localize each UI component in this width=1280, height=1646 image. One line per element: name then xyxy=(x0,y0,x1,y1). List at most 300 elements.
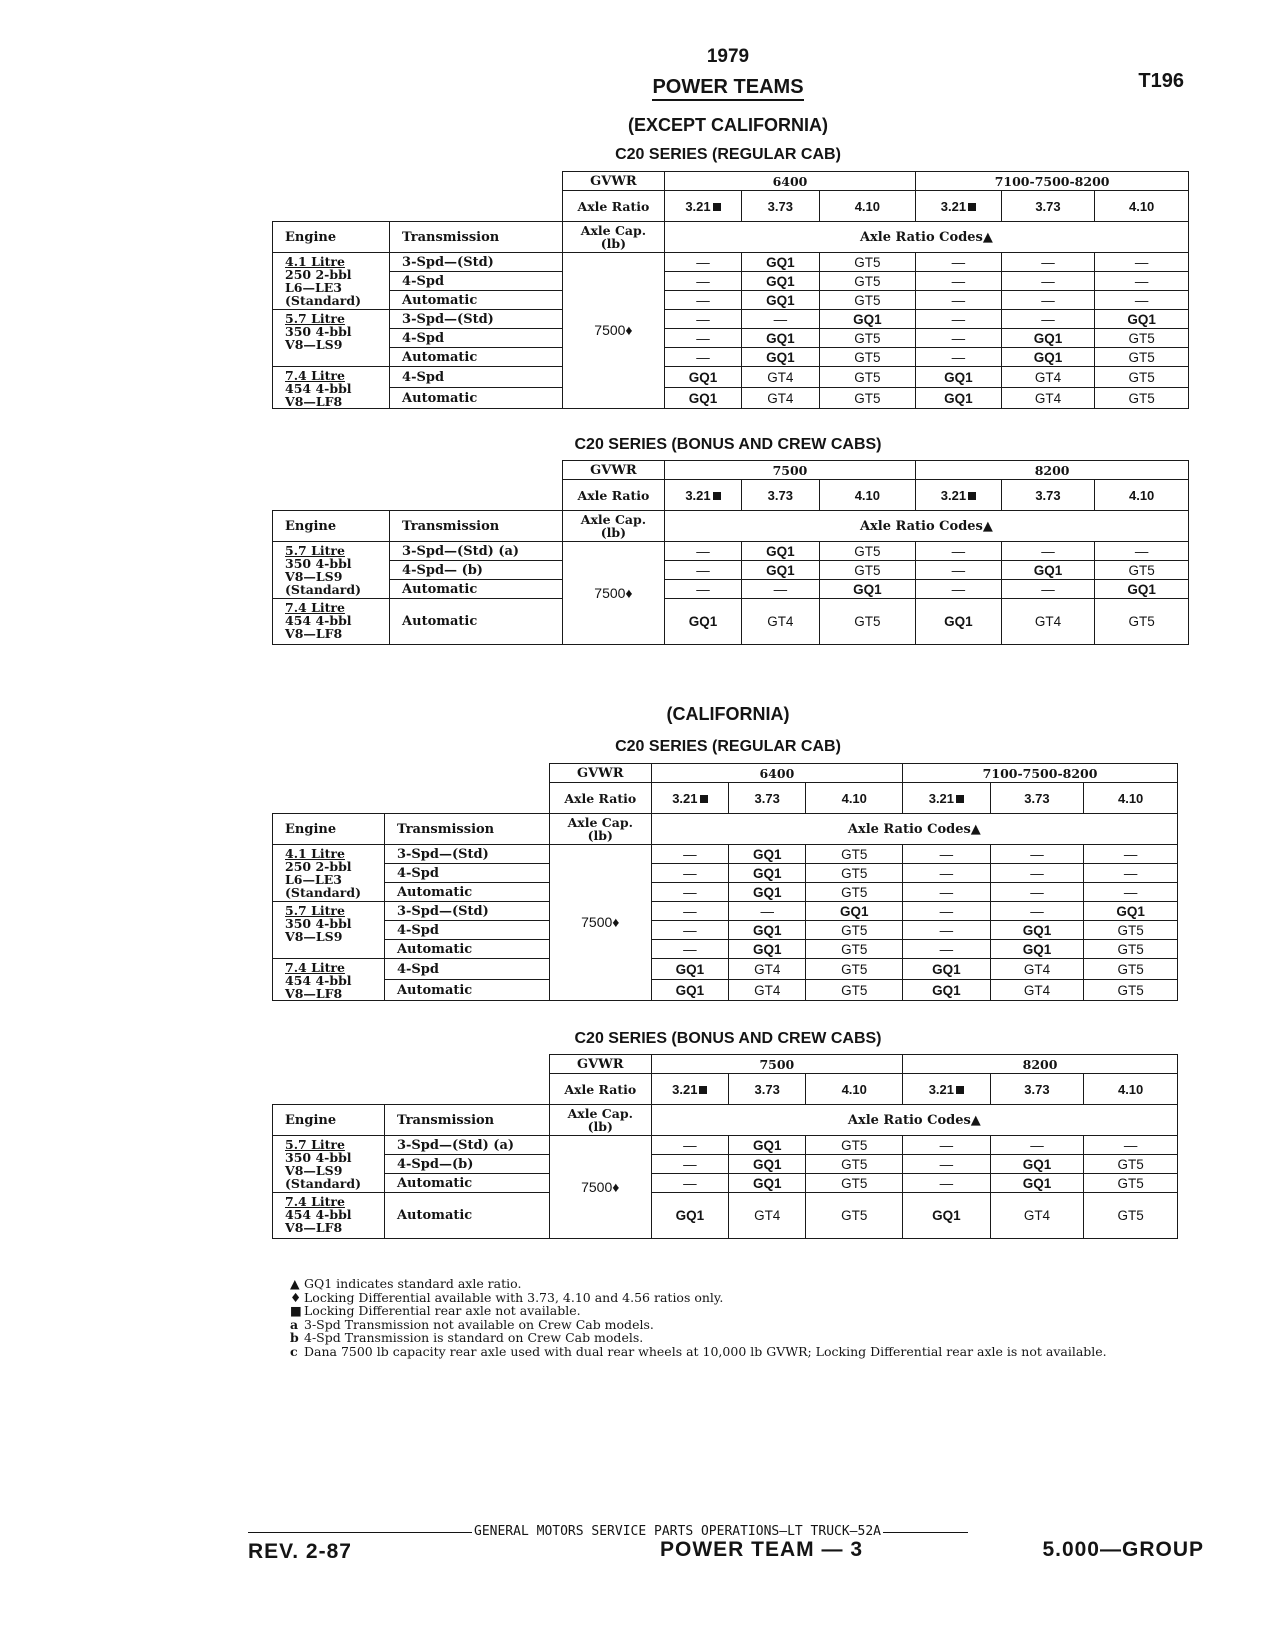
footnote-marker: c xyxy=(290,1343,298,1359)
engine-line: V8—LF8 xyxy=(285,626,343,641)
axle-ratio-code: — xyxy=(916,291,1001,310)
series-heading: C20 SERIES (REGULAR CAB) xyxy=(615,146,841,163)
axle-ratio-code: — xyxy=(903,864,991,883)
axle-ratio-value xyxy=(990,1074,1084,1105)
column-header-row xyxy=(273,1105,1178,1136)
column-header-engine: Engine xyxy=(273,511,390,542)
gvwr-label: GVWR xyxy=(549,1055,651,1074)
engine-line: 4.1 Litre xyxy=(285,846,345,861)
axle-ratio-row xyxy=(273,1074,1178,1105)
axle-ratio-row xyxy=(273,191,1189,222)
axle-ratio-code: — xyxy=(651,845,728,864)
transmission-cell: 4-Spd xyxy=(384,959,549,980)
axle-ratio-code: GT4 xyxy=(990,1193,1084,1239)
axle-ratio-text: 4.10 xyxy=(1117,790,1144,806)
axle-ratio-code: — xyxy=(1084,845,1178,864)
axle-ratio-text: 4.10 xyxy=(1117,1081,1144,1097)
gvwr-row xyxy=(273,461,1189,480)
engine-line: 4.1 Litre xyxy=(285,254,345,269)
axle-ratio-value xyxy=(819,191,916,222)
column-header-row xyxy=(273,511,1189,542)
axle-ratio-code: — xyxy=(664,272,741,291)
table-row xyxy=(273,902,1178,921)
axle-ratio-value xyxy=(806,1074,903,1105)
axle-ratio-code: GT5 xyxy=(806,1155,903,1174)
engine-cell xyxy=(273,253,390,310)
axle-ratio-code: GQ1 xyxy=(990,921,1084,940)
column-header-transmission: Transmission xyxy=(390,511,563,542)
footer-operations: GENERAL MOTORS SERVICE PARTS OPERATIONS—LT TRUCK—52A xyxy=(474,1524,881,1539)
axle-ratio-code: — xyxy=(1001,253,1095,272)
axle-ratio-code: GT5 xyxy=(1095,329,1189,348)
axle-ratio-text: 3.21 xyxy=(685,487,711,503)
axle-ratio-code: — xyxy=(903,902,991,921)
engine-line: (Standard) xyxy=(285,293,361,308)
axle-ratio-code: GT5 xyxy=(1084,1174,1178,1193)
axle-ratio-value xyxy=(903,783,991,814)
axle-ratio-code: GT4 xyxy=(1001,388,1095,409)
document-title xyxy=(0,76,1280,99)
transmission-cell: 4-Spd xyxy=(390,367,563,388)
engine-line: V8—LS9 xyxy=(285,569,343,584)
footnote-text: Locking Differential rear axle not available. xyxy=(304,1303,581,1318)
table-row xyxy=(273,864,1178,883)
gvwr-label: GVWR xyxy=(563,461,665,480)
axle-ratio-code: GT5 xyxy=(1084,940,1178,959)
blank-cell xyxy=(273,764,550,783)
gvwr-label: GVWR xyxy=(563,172,665,191)
axle-ratio-value xyxy=(651,783,728,814)
axle-ratio-code: GQ1 xyxy=(742,542,819,561)
blank-cell xyxy=(273,191,563,222)
axle-ratio-value xyxy=(664,191,741,222)
axle-ratio-value xyxy=(806,783,903,814)
footnote-text: Locking Differential available with 3.73, 4.10 and 4.56 ratios only. xyxy=(304,1289,724,1305)
footnote-text: Dana 7500 lb capacity rear axle used with dual rear wheels at 10,000 lb GVWR; Locking Differential rear axle is not available. xyxy=(304,1343,1107,1359)
footnote xyxy=(290,1291,1107,1305)
axle-ratio-codes-label: Axle Ratio Codes▲ xyxy=(651,1105,1177,1136)
axle-ratio-code: — xyxy=(1084,883,1178,902)
axle-ratio-code: — xyxy=(742,580,819,599)
axle-ratio-code: — xyxy=(903,921,991,940)
table-row xyxy=(273,959,1178,980)
transmission-cell: Automatic xyxy=(384,940,549,959)
axle-ratio-code: — xyxy=(990,864,1084,883)
transmission-cell: 4-Spd xyxy=(384,864,549,883)
transmission-cell: Automatic xyxy=(390,580,563,599)
axle-ratio-code: GQ1 xyxy=(916,388,1001,409)
axle-ratio-text: 3.21 xyxy=(940,487,967,503)
square-marker-icon xyxy=(968,492,976,500)
axle-ratio-codes-label: Axle Ratio Codes▲ xyxy=(664,511,1188,542)
axle-ratio-label: Axle Ratio xyxy=(563,191,665,222)
axle-ratio-code: GT5 xyxy=(819,599,916,645)
footnote-text: 3-Spd Transmission not available on Crew Cab models. xyxy=(304,1316,654,1332)
axle-ratio-code: GQ1 xyxy=(806,902,903,921)
axle-ratio-row xyxy=(273,480,1189,511)
axle-ratio-code: GT4 xyxy=(742,388,819,409)
engine-line: V8—LF8 xyxy=(285,394,343,409)
axle-ratio-code: GQ1 xyxy=(742,253,819,272)
axle-ratio-code: — xyxy=(990,1136,1084,1155)
footnote xyxy=(290,1345,1107,1359)
axle-ratio-text: 4.10 xyxy=(854,487,880,503)
engine-line: V8—LS9 xyxy=(285,337,343,352)
axle-ratio-code: GT5 xyxy=(806,1174,903,1193)
gvwr-value: 6400 xyxy=(664,172,915,191)
axle-ratio-codes-label: Axle Ratio Codes▲ xyxy=(651,814,1177,845)
transmission-cell: 3-Spd—(Std) (a) xyxy=(390,542,563,561)
footnote xyxy=(290,1318,1107,1332)
axle-ratio-code: GQ1 xyxy=(729,921,806,940)
table-row xyxy=(273,253,1189,272)
axle-ratio-code: GQ1 xyxy=(742,291,819,310)
footnote-marker: a xyxy=(290,1316,299,1332)
axle-ratio-code: GQ1 xyxy=(903,1193,991,1239)
axle-ratio-label: Axle Ratio xyxy=(549,783,651,814)
axle-ratio-code: GT5 xyxy=(819,272,916,291)
axle-ratio-code: — xyxy=(916,310,1001,329)
transmission-cell: Automatic xyxy=(390,348,563,367)
axle-ratio-text: 3.21 xyxy=(672,790,698,806)
axle-ratio-code: GQ1 xyxy=(1084,902,1178,921)
axle-ratio-code: GT5 xyxy=(1095,388,1189,409)
table-row xyxy=(273,1174,1178,1193)
gvwr-row xyxy=(273,764,1178,783)
axle-ratio-code: GQ1 xyxy=(651,1193,728,1239)
axle-ratio-code: GQ1 xyxy=(1001,348,1095,367)
square-marker-icon xyxy=(956,795,964,803)
engine-cell xyxy=(273,959,385,1001)
power-team-table xyxy=(272,1054,1178,1239)
axle-ratio-code: — xyxy=(916,542,1001,561)
axle-capacity-cell: 7500♦ xyxy=(549,1136,651,1239)
table-row xyxy=(273,940,1178,959)
axle-ratio-code: GT4 xyxy=(990,959,1084,980)
axle-ratio-code: GQ1 xyxy=(1095,580,1189,599)
gvwr-value: 7100-7500-8200 xyxy=(903,764,1178,783)
axle-ratio-text: 3.73 xyxy=(767,198,793,214)
axle-ratio-text: 4.10 xyxy=(841,1081,867,1097)
table-row xyxy=(273,561,1189,580)
engine-line: 454 4-bbl xyxy=(285,381,352,396)
transmission-cell: 3-Spd—(Std) xyxy=(384,845,549,864)
column-header-engine: Engine xyxy=(273,814,385,845)
axle-ratio-code: — xyxy=(651,902,728,921)
engine-line: V8—LF8 xyxy=(285,1220,343,1235)
square-marker-icon xyxy=(956,1086,964,1094)
column-header-transmission: Transmission xyxy=(384,1105,549,1136)
axle-ratio-code: — xyxy=(903,845,991,864)
blank-cell xyxy=(273,1055,550,1074)
footnote-text: 4-Spd Transmission is standard on Crew Cab models. xyxy=(304,1330,644,1345)
axle-ratio-code: — xyxy=(1001,580,1095,599)
axle-ratio-code: — xyxy=(1001,542,1095,561)
axle-ratio-code: GQ1 xyxy=(990,940,1084,959)
axle-ratio-code: — xyxy=(916,561,1001,580)
footnotes xyxy=(290,1277,1107,1358)
engine-line: 5.7 Litre xyxy=(285,903,345,918)
engine-cell xyxy=(273,1193,385,1239)
axle-capacity-cell: 7500♦ xyxy=(549,845,651,1001)
axle-ratio-text: 3.73 xyxy=(1035,487,1061,503)
table-row xyxy=(273,845,1178,864)
axle-ratio-code: GT5 xyxy=(1095,367,1189,388)
engine-line: 350 4-bbl xyxy=(285,1150,352,1165)
axle-ratio-code: — xyxy=(916,253,1001,272)
power-team-table xyxy=(272,763,1178,1001)
axle-ratio-label: Axle Ratio xyxy=(563,480,665,511)
axle-ratio-code: GT5 xyxy=(1095,599,1189,645)
gvwr-value: 8200 xyxy=(916,461,1189,480)
axle-ratio-text: 4.10 xyxy=(854,198,880,214)
transmission-cell: Automatic xyxy=(384,883,549,902)
axle-ratio-row xyxy=(273,783,1178,814)
axle-ratio-code: GT4 xyxy=(729,959,806,980)
footnote-marker: ♦ xyxy=(290,1289,302,1305)
axle-ratio-code: GT4 xyxy=(729,1193,806,1239)
axle-ratio-code: GT5 xyxy=(1084,1155,1178,1174)
axle-ratio-value xyxy=(819,480,916,511)
axle-ratio-code: — xyxy=(664,310,741,329)
axle-ratio-value xyxy=(1095,191,1189,222)
axle-ratio-code: — xyxy=(651,1136,728,1155)
axle-ratio-code: GQ1 xyxy=(664,367,741,388)
axle-ratio-code: GT5 xyxy=(1095,348,1189,367)
engine-cell xyxy=(273,542,390,599)
axle-ratio-code: — xyxy=(1095,253,1189,272)
axle-ratio-code: — xyxy=(651,921,728,940)
table-row xyxy=(273,580,1189,599)
footnote xyxy=(290,1331,1107,1345)
axle-ratio-code: — xyxy=(651,883,728,902)
axle-ratio-code: GT5 xyxy=(806,883,903,902)
axle-ratio-code: GQ1 xyxy=(729,883,806,902)
axle-ratio-text: 4.10 xyxy=(841,790,867,806)
engine-line: (Standard) xyxy=(285,885,361,900)
axle-ratio-code: — xyxy=(990,883,1084,902)
footnote-marker: ▲ xyxy=(290,1276,300,1291)
engine-line: 350 4-bbl xyxy=(285,916,352,931)
axle-ratio-code: — xyxy=(1001,310,1095,329)
axle-ratio-code: GT4 xyxy=(1001,367,1095,388)
series-heading: C20 SERIES (BONUS AND CREW CABS) xyxy=(574,1030,882,1047)
column-header-axle-capacity: Axle Cap. (lb) xyxy=(549,1105,651,1136)
axle-ratio-code: — xyxy=(742,310,819,329)
footnote xyxy=(290,1304,1107,1318)
axle-ratio-code: GT4 xyxy=(742,599,819,645)
axle-ratio-code: GT5 xyxy=(806,959,903,980)
axle-ratio-value xyxy=(664,480,741,511)
footnote-marker: ■ xyxy=(290,1303,302,1318)
axle-ratio-code: GT4 xyxy=(742,367,819,388)
transmission-cell: 3-Spd—(Std) xyxy=(384,902,549,921)
table-row xyxy=(273,1136,1178,1155)
axle-ratio-label: Axle Ratio xyxy=(549,1074,651,1105)
gvwr-label: GVWR xyxy=(549,764,651,783)
axle-ratio-code: — xyxy=(664,348,741,367)
axle-ratio-code: — xyxy=(1084,864,1178,883)
column-header-row xyxy=(273,814,1178,845)
gvwr-value: 8200 xyxy=(903,1055,1178,1074)
gvwr-value: 6400 xyxy=(651,764,902,783)
gvwr-row xyxy=(273,1055,1178,1074)
engine-line: V8—LS9 xyxy=(285,1163,343,1178)
axle-ratio-value xyxy=(1095,480,1189,511)
axle-capacity-cell: 7500♦ xyxy=(563,542,665,645)
power-team-table xyxy=(272,460,1189,645)
square-marker-icon xyxy=(713,203,721,211)
table-row xyxy=(273,1155,1178,1174)
axle-ratio-value xyxy=(916,191,1001,222)
footer-group: 5.000—GROUP xyxy=(1042,1538,1204,1561)
axle-ratio-code: GQ1 xyxy=(729,940,806,959)
engine-line: 7.4 Litre xyxy=(285,368,345,383)
axle-ratio-code: — xyxy=(916,348,1001,367)
footnote-text: GQ1 indicates standard axle ratio. xyxy=(304,1276,522,1291)
axle-ratio-value xyxy=(1084,1074,1178,1105)
axle-ratio-text: 3.21 xyxy=(928,1081,955,1097)
engine-line: 350 4-bbl xyxy=(285,556,352,571)
engine-line: 5.7 Litre xyxy=(285,311,345,326)
axle-ratio-code: — xyxy=(916,329,1001,348)
engine-line: 454 4-bbl xyxy=(285,1207,352,1222)
axle-ratio-code: GQ1 xyxy=(729,1174,806,1193)
axle-ratio-code: GT5 xyxy=(1084,921,1178,940)
axle-ratio-code: — xyxy=(664,542,741,561)
axle-ratio-text: 3.21 xyxy=(685,198,711,214)
engine-cell xyxy=(273,310,390,367)
axle-ratio-code: GQ1 xyxy=(819,580,916,599)
axle-ratio-code: GT5 xyxy=(1084,980,1178,1001)
axle-ratio-text: 3.21 xyxy=(940,198,967,214)
blank-cell xyxy=(273,1074,550,1105)
axle-ratio-value xyxy=(916,480,1001,511)
axle-ratio-code: GT5 xyxy=(806,1193,903,1239)
engine-cell xyxy=(273,1136,385,1193)
axle-ratio-code: GT5 xyxy=(1084,959,1178,980)
axle-capacity-cell: 7500♦ xyxy=(563,253,665,409)
axle-ratio-code: — xyxy=(990,845,1084,864)
axle-ratio-code: GT5 xyxy=(806,980,903,1001)
axle-ratio-code: — xyxy=(664,561,741,580)
axle-ratio-text: 3.73 xyxy=(1035,198,1061,214)
axle-ratio-code: GT5 xyxy=(806,864,903,883)
table-row xyxy=(273,1193,1178,1239)
axle-ratio-code: GT5 xyxy=(819,388,916,409)
engine-line: 350 4-bbl xyxy=(285,324,352,339)
page-code: T196 xyxy=(1138,70,1184,92)
axle-ratio-code: — xyxy=(916,272,1001,291)
square-marker-icon xyxy=(699,1086,707,1094)
transmission-cell: Automatic xyxy=(390,291,563,310)
table-row xyxy=(273,272,1189,291)
axle-ratio-text: 4.10 xyxy=(1128,198,1155,214)
axle-ratio-code: GT5 xyxy=(819,253,916,272)
transmission-cell: 3-Spd—(Std) xyxy=(390,253,563,272)
axle-ratio-codes-label: Axle Ratio Codes▲ xyxy=(664,222,1188,253)
gvwr-value: 7500 xyxy=(664,461,915,480)
transmission-cell: Automatic xyxy=(390,599,563,645)
transmission-cell: Automatic xyxy=(390,388,563,409)
column-header-row xyxy=(273,222,1189,253)
table-row xyxy=(273,599,1189,645)
axle-ratio-code: — xyxy=(664,291,741,310)
axle-ratio-code: GQ1 xyxy=(651,980,728,1001)
square-marker-icon xyxy=(700,795,708,803)
axle-ratio-code: GQ1 xyxy=(664,599,741,645)
axle-ratio-code: GT5 xyxy=(819,561,916,580)
axle-ratio-text: 3.73 xyxy=(754,790,780,806)
axle-ratio-code: GQ1 xyxy=(916,367,1001,388)
engine-line: 7.4 Litre xyxy=(285,1194,345,1209)
axle-ratio-text: 4.10 xyxy=(1128,487,1155,503)
transmission-cell: Automatic xyxy=(384,1174,549,1193)
blank-cell xyxy=(273,480,563,511)
column-header-transmission: Transmission xyxy=(390,222,563,253)
document-year: 1979 xyxy=(706,46,750,67)
axle-ratio-code: GT4 xyxy=(1001,599,1095,645)
axle-ratio-code: GT5 xyxy=(806,921,903,940)
table-row xyxy=(273,310,1189,329)
series-heading: C20 SERIES (REGULAR CAB) xyxy=(615,738,841,755)
axle-ratio-code: — xyxy=(664,329,741,348)
axle-ratio-code: — xyxy=(1095,272,1189,291)
transmission-cell: 4-Spd—(b) xyxy=(384,1155,549,1174)
axle-ratio-code: — xyxy=(1001,272,1095,291)
engine-line: 5.7 Litre xyxy=(285,1137,345,1152)
axle-ratio-text: 3.73 xyxy=(1024,1081,1050,1097)
axle-ratio-code: GT5 xyxy=(819,348,916,367)
table-row xyxy=(273,388,1189,409)
blank-cell xyxy=(273,783,550,814)
axle-ratio-code: — xyxy=(903,1136,991,1155)
axle-ratio-code: GT5 xyxy=(819,542,916,561)
gvwr-value: 7500 xyxy=(651,1055,902,1074)
axle-ratio-code: GQ1 xyxy=(729,845,806,864)
axle-ratio-value xyxy=(651,1074,728,1105)
axle-ratio-code: GT4 xyxy=(729,980,806,1001)
table-row xyxy=(273,367,1189,388)
axle-ratio-value xyxy=(1084,783,1178,814)
axle-ratio-value xyxy=(990,783,1084,814)
axle-ratio-code: GT5 xyxy=(1095,561,1189,580)
axle-ratio-code: — xyxy=(903,883,991,902)
axle-ratio-code: — xyxy=(664,580,741,599)
table-row xyxy=(273,348,1189,367)
column-header-axle-capacity: Axle Cap. (lb) xyxy=(549,814,651,845)
axle-ratio-code: GT5 xyxy=(806,940,903,959)
axle-ratio-code: GQ1 xyxy=(1001,329,1095,348)
transmission-cell: 3-Spd—(Std) (a) xyxy=(384,1136,549,1155)
axle-ratio-code: GQ1 xyxy=(729,864,806,883)
square-marker-icon xyxy=(713,492,721,500)
region-heading-california: (CALIFORNIA) xyxy=(666,704,790,724)
axle-ratio-text: 3.21 xyxy=(928,790,955,806)
column-header-engine: Engine xyxy=(273,222,390,253)
axle-ratio-code: GQ1 xyxy=(664,388,741,409)
table-row xyxy=(273,980,1178,1001)
engine-line: (Standard) xyxy=(285,1176,361,1191)
axle-ratio-code: GT5 xyxy=(819,329,916,348)
axle-ratio-code: GT5 xyxy=(819,367,916,388)
table-row xyxy=(273,291,1189,310)
transmission-cell: Automatic xyxy=(384,1193,549,1239)
gvwr-row xyxy=(273,172,1189,191)
axle-ratio-value xyxy=(1001,191,1095,222)
axle-ratio-code: GQ1 xyxy=(903,980,991,1001)
axle-ratio-code: GQ1 xyxy=(742,348,819,367)
